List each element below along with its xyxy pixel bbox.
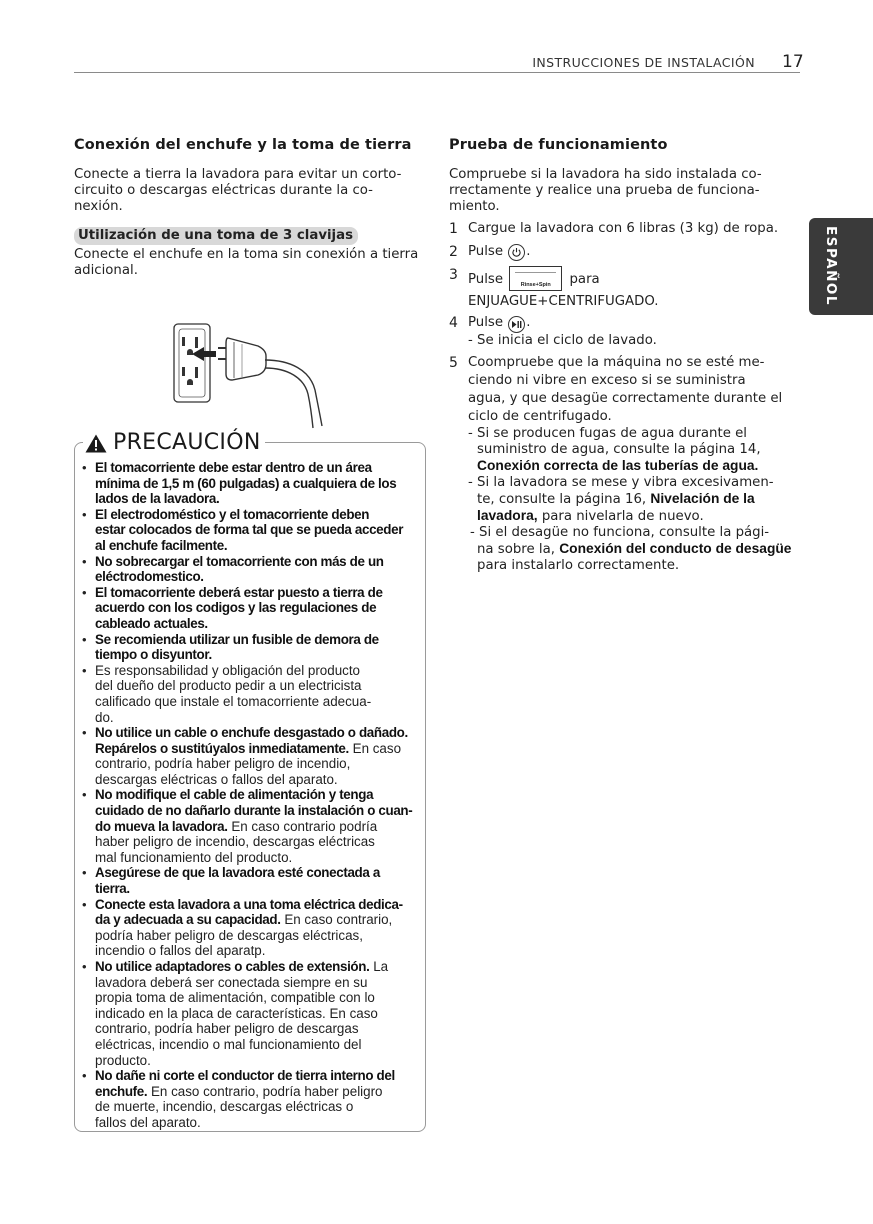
rinse-spin-label: Rinse+Spin [520, 282, 551, 288]
step-5 [449, 354, 801, 574]
caution-item-line: propia toma de alimentación, compatible con lo [95, 990, 375, 1006]
step-3 [449, 266, 801, 310]
caution-title-text: PRECAUCIÓN [113, 430, 261, 455]
caution-item [81, 460, 417, 507]
caution-item-line: En caso contrario podría [231, 818, 378, 834]
water-connection-ref: Conexión correcta de las tuberías de agua. [477, 458, 759, 473]
leveling-ref-2: lavadora, [477, 508, 538, 523]
page-number: 17 [782, 52, 804, 72]
sub-note-text: para nivelarla de nuevo. [541, 509, 704, 524]
caution-item [81, 554, 417, 585]
caution-item-bold-line: da y adecuada a su capacidad. [95, 912, 281, 928]
caution-item-line: En caso contrario, [284, 912, 393, 928]
step-text: . [526, 315, 531, 330]
step-text-line: agua, y que desagüe correctamente durante el [468, 391, 783, 406]
caution-item-bold-line: do mueva la lavadora. [95, 818, 228, 834]
language-tab [809, 218, 873, 315]
caution-item-bold-line: El tomacorriente deberá estar puesto a tierra de [95, 584, 383, 600]
step-text: . [526, 244, 531, 259]
intro-line: Conecte a tierra la lavadora para evitar un corto- [74, 167, 402, 182]
sub-text-line: adicional. [74, 263, 138, 278]
step-text-line: ciendo ni vibre en exceso si se suministra [468, 373, 746, 388]
caution-item-line: La [373, 959, 389, 974]
header-divider [74, 72, 800, 73]
caution-item-line: del dueño del producto pedir a un electricista [95, 678, 362, 694]
caution-item-bold-line: El tomacorriente debe estar dentro de un área [95, 460, 372, 475]
caution-item-line: mal funcionamiento del producto. [95, 849, 293, 865]
test-run-intro [449, 167, 801, 215]
caution-item [81, 507, 417, 554]
caution-item-line: do. [95, 709, 114, 725]
step-number: 3 [449, 267, 458, 283]
caution-item [81, 585, 417, 632]
step-2 [449, 243, 801, 261]
step-text-line: ENJUAGUE+CENTRIFUGADO. [468, 294, 659, 309]
sub-note-text: te, consulte la página 16, [477, 492, 647, 507]
sub-note [477, 508, 801, 525]
caution-item-line: podría haber peligro de descargas eléctricas, [95, 927, 363, 943]
caution-item-line: contrario, podría haber peligro de descargas [95, 1021, 359, 1037]
step-text-line: Coompruebe que la máquina no se esté me- [468, 355, 765, 370]
caution-item [81, 959, 417, 1068]
caution-item-bold-line: cuidado de no dañarlo durante la instalación o cuan- [95, 803, 413, 819]
step-text: Pulse [468, 244, 504, 259]
caution-item-bold-line: No dañe ni corte el conductor de tierra interno del [95, 1068, 395, 1084]
test-run-section [449, 137, 801, 579]
caution-item-bold-line: No utilice un cable o enchufe desgastado o dañado. [95, 725, 408, 741]
caution-item-line: En caso [352, 740, 402, 756]
step-note: - Se inicia el ciclo de lavado. [468, 333, 657, 348]
caution-item-line: haber peligro de incendio, descargas eléctricas [95, 834, 375, 850]
caution-item-line: fallos del aparato. [95, 1114, 201, 1130]
step-number: 4 [449, 315, 458, 331]
caution-item [81, 663, 417, 725]
sub-text-line: Conecte el enchufe en la toma sin conexión a tierra [74, 247, 419, 262]
power-icon [508, 244, 525, 261]
caution-item-bold-line: acuerdo con los codigos y las regulaciones de [95, 600, 377, 616]
caution-item-bold-line: enchufe. [95, 1083, 148, 1099]
plug-outlet-icon [170, 320, 335, 430]
caution-item-line: de muerte, incendio, descargas eléctricas o [95, 1099, 354, 1115]
sub-note [477, 541, 801, 558]
language-tab-label: ESPAÑOL [823, 226, 839, 306]
step-4 [449, 314, 801, 349]
step-text: Pulse [468, 315, 504, 330]
caution-item-bold-line: Conecte esta lavadora a una toma eléctrica dedica- [95, 896, 403, 912]
caution-item-bold-line: Se recomienda utilizar un fusible de demora de [95, 631, 379, 647]
step-text-line: ciclo de centrifugado. [468, 409, 612, 424]
intro-line: rrectamente y realice una prueba de funciona- [449, 183, 760, 198]
sub-note-bold [477, 458, 801, 475]
three-prong-text [74, 247, 426, 279]
caution-box [74, 430, 426, 1132]
caution-item-bold-line: tierra. [95, 881, 130, 897]
sub-note: - Si se producen fugas de agua durante el [468, 426, 747, 441]
intro-line: nexión. [74, 199, 123, 214]
step-number: 1 [449, 221, 458, 237]
caution-item [81, 865, 417, 896]
grounding-intro [74, 167, 426, 215]
caution-item [81, 1068, 417, 1130]
grounding-section [74, 137, 426, 279]
caution-item [81, 787, 417, 865]
caution-item [81, 632, 417, 663]
drain-connection-ref: Conexión del conducto de desagüe [559, 541, 792, 556]
caution-item-line: incendio o fallos del aparatp. [95, 943, 266, 959]
caution-title [83, 430, 265, 456]
caution-item-bold-line: El electrodoméstico y el tomacorriente deben [95, 506, 370, 522]
leveling-ref-1: Nivelación de la [650, 491, 755, 506]
step-text: Cargue la lavadora con 6 libras (3 kg) de ropa. [468, 221, 779, 236]
test-run-heading: Prueba de funcionamiento [449, 137, 668, 153]
step-number: 2 [449, 244, 458, 260]
caution-item-bold-line: lados de la lavadora. [95, 491, 220, 507]
sub-note-text: na sobre la, [477, 542, 555, 557]
caution-item-line: En caso contrario, podría haber peligro [151, 1083, 383, 1099]
sub-note: para instalarlo correctamente. [477, 558, 680, 573]
sub-note: - Si el desagüe no funciona, consulte la pági- [470, 525, 770, 540]
caution-item-bold-line: al enchufe facilmente. [95, 537, 228, 553]
caution-item-line: producto. [95, 1052, 151, 1068]
caution-item-bold-line: Asegúrese de que la lavadora esté conectada a [95, 865, 380, 881]
intro-line: Compruebe si la lavadora ha sido instalada co- [449, 167, 762, 182]
caution-item-bold-line: mínima de 1,5 m (60 pulgadas) a cualquiera de los [95, 475, 397, 491]
caution-item-line: Es responsabilidad y obligación del producto [95, 662, 361, 678]
caution-item-line: contrario, podría haber peligro de incendio, [95, 756, 351, 772]
caution-item-bold-line: cableado actuales. [95, 615, 208, 631]
step-1 [449, 220, 801, 238]
sub-note: - Si la lavadora se mese y vibra excesivamen- [468, 475, 774, 490]
warning-triangle-icon [85, 434, 107, 453]
caution-item-bold-line: Repárelos o sustitúyalos inmediatamente. [95, 740, 349, 756]
caution-list [81, 460, 417, 1131]
caution-item-bold-line: eléctrodomestico. [95, 569, 204, 585]
header-section-title: INSTRUCCIONES DE INSTALACIÓN [532, 55, 755, 70]
caution-item-line: calificado que instale el tomacorriente adecua- [95, 693, 372, 709]
sub-note: suministro de agua, consulte la página 14, [477, 442, 761, 457]
caution-item [81, 725, 417, 787]
test-run-steps [449, 220, 801, 574]
step-text: Pulse [468, 272, 504, 287]
step-number: 5 [449, 355, 458, 371]
caution-item [81, 897, 417, 959]
caution-item-bold-line: No modifique el cable de alimentación y tenga [95, 787, 374, 803]
caution-item-line: eléctricas, incendio o mal funcionamiento del [95, 1036, 362, 1052]
caution-item-line: indicado en la placa de características. En caso [95, 1005, 378, 1021]
intro-line: miento. [449, 199, 500, 214]
three-prong-subheading: Utilización de una toma de 3 clavijas [74, 227, 358, 245]
grounding-heading: Conexión del enchufe y la toma de tierra [74, 137, 412, 153]
rinse-spin-button-icon [509, 266, 562, 291]
sub-note [477, 491, 801, 508]
start-pause-icon [508, 316, 525, 333]
step-text: para [569, 272, 600, 287]
caution-item-bold-line: No utilice adaptadores o cables de extensión. [95, 959, 370, 974]
caution-item-bold-line: estar colocados de forma tal que se pueda acceder [95, 522, 404, 538]
intro-line: circuito o descargas eléctricas durante la co- [74, 183, 373, 198]
caution-item-line: descargas eléctricas o fallos del aparato. [95, 771, 338, 787]
caution-item-bold-line: tiempo o disyuntor. [95, 647, 212, 663]
caution-item-bold-line: No sobrecargar el tomacorriente con más de un [95, 553, 384, 569]
caution-item-line: lavadora deberá ser conectada siempre en su [95, 974, 368, 990]
